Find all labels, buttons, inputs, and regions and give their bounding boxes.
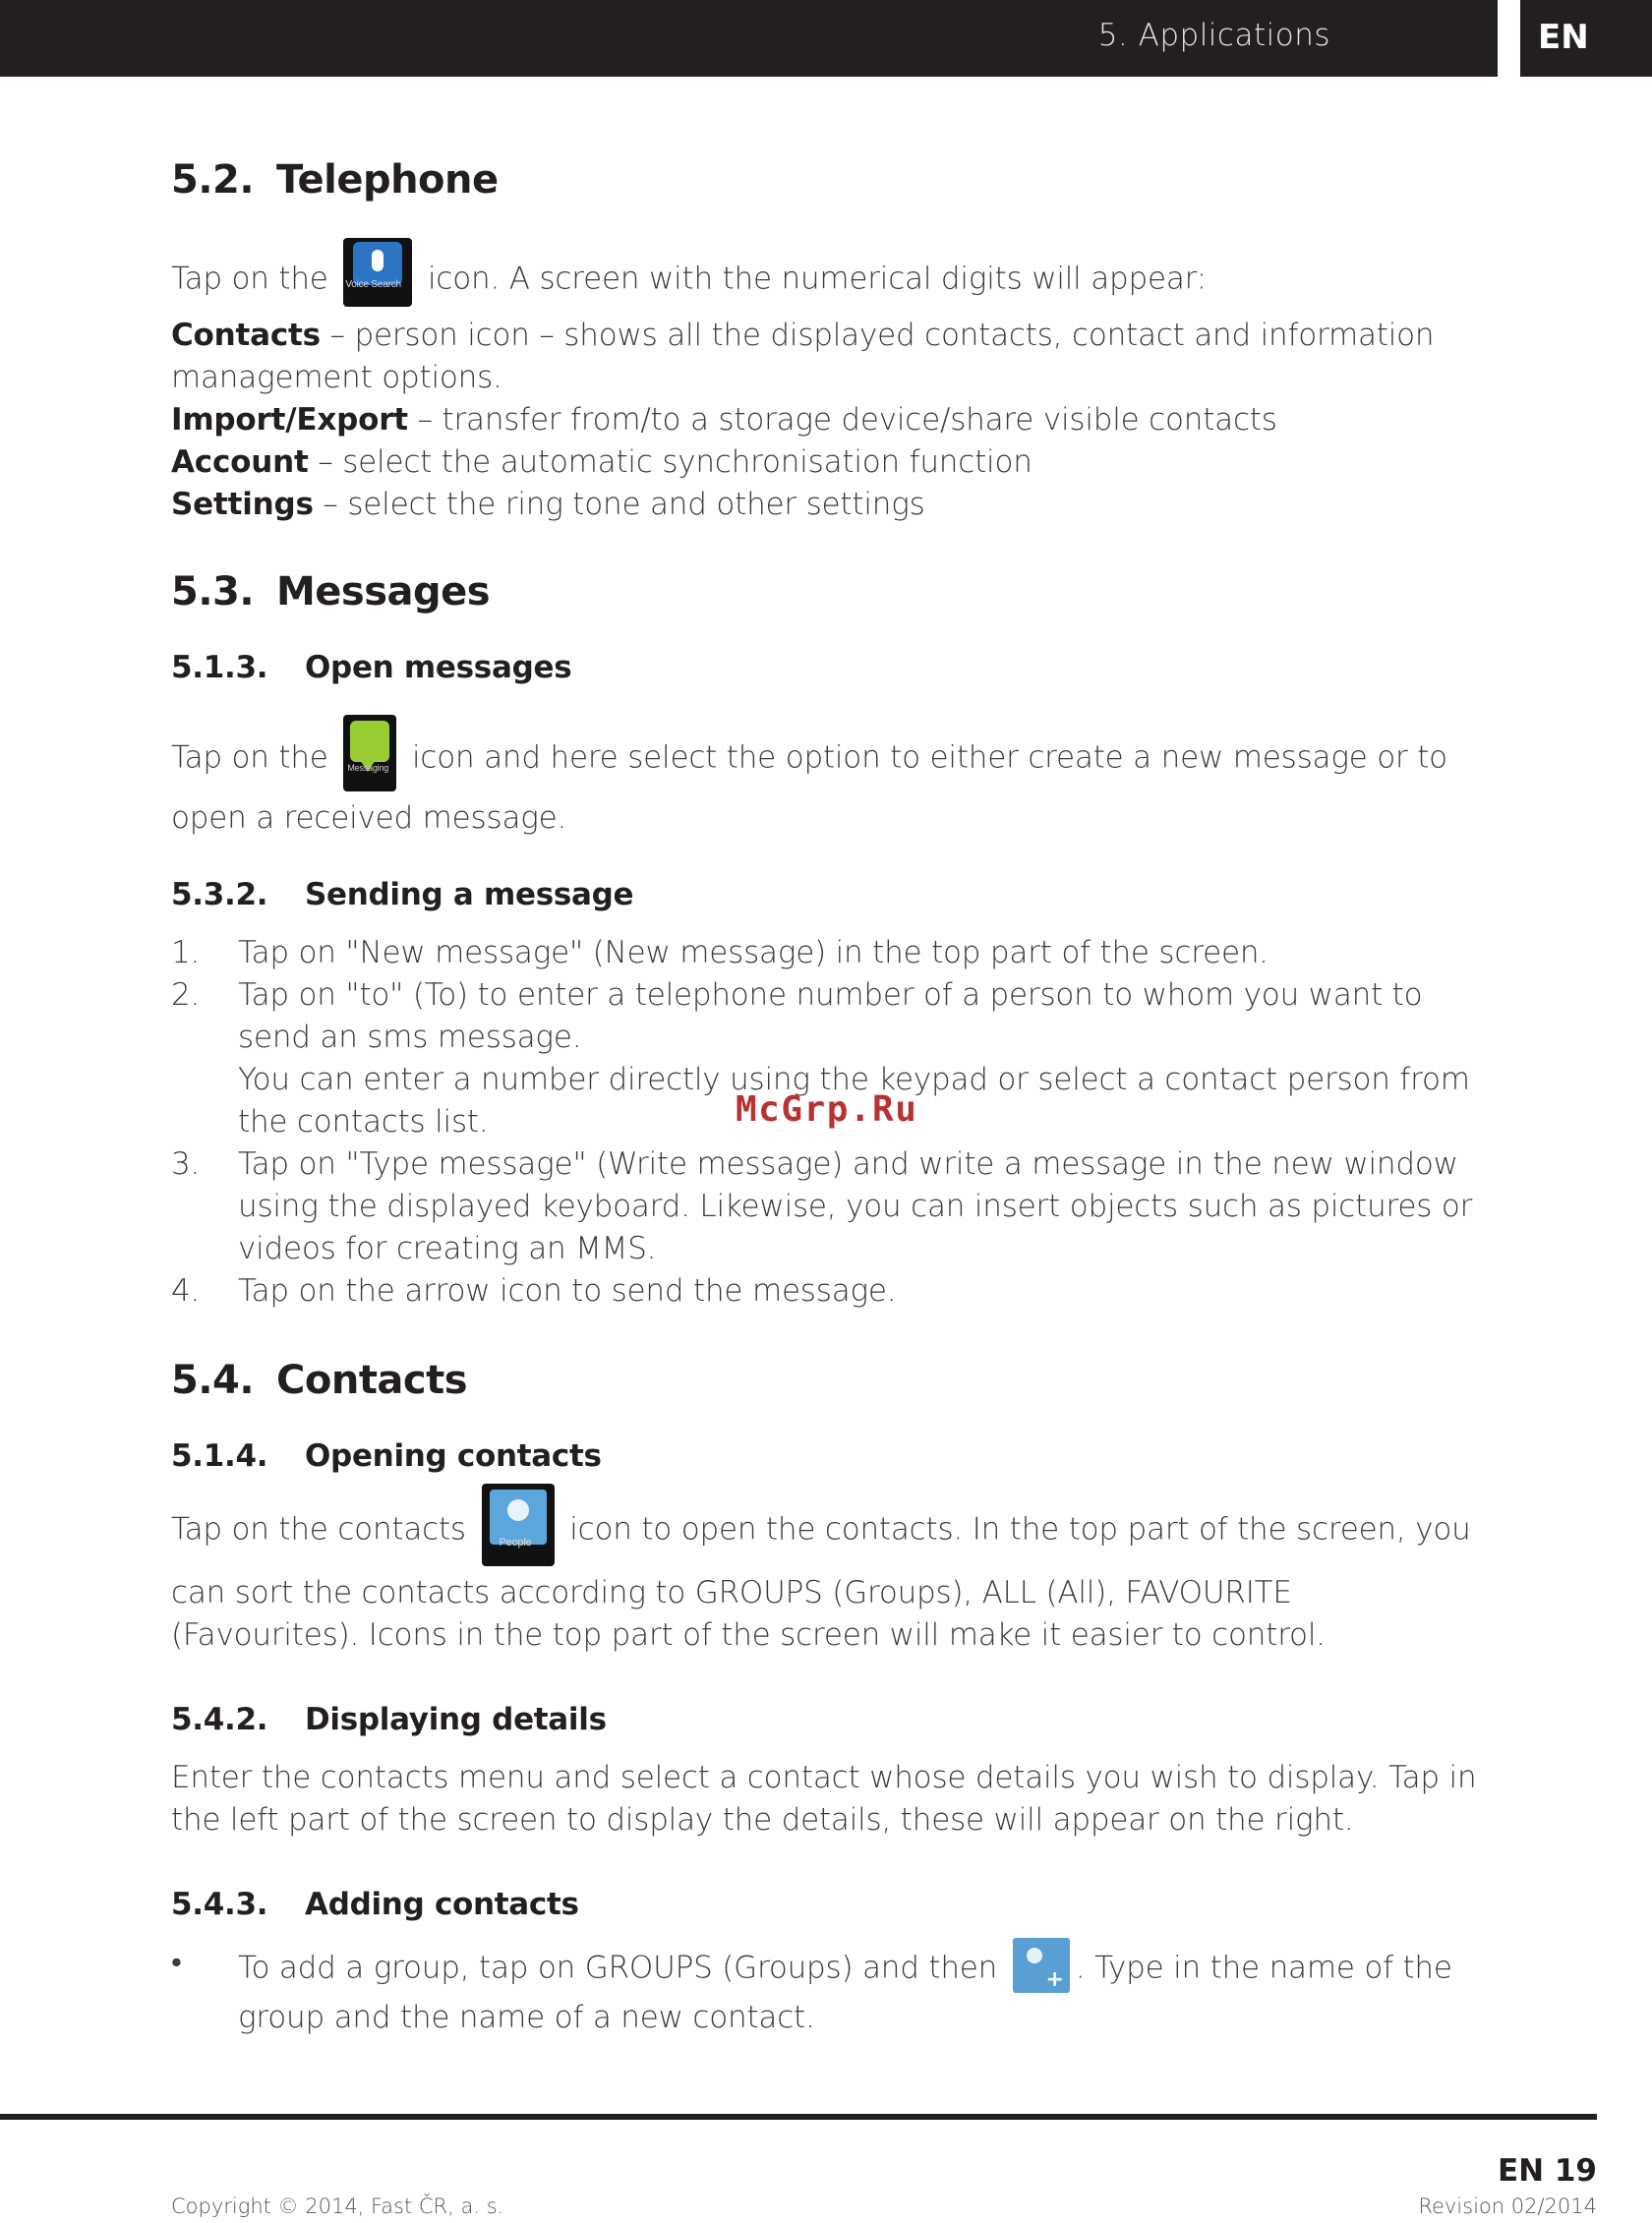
section-title: Messages (276, 569, 491, 614)
subsection-title: Displaying details (305, 1702, 607, 1737)
subsection-heading-displaying-details (171, 1702, 1489, 1737)
voice-search-icon (343, 238, 412, 307)
page-number: EN 19 (1497, 2153, 1597, 2189)
text: icon and here select the option to either create a new message or to open a received message. (171, 739, 1447, 836)
subsection-heading-adding-contacts (171, 1887, 1489, 1922)
term: Import/Export (171, 402, 408, 438)
subsection-number: 5.1.3. (171, 650, 268, 685)
desc: – transfer from/to a storage device/share visible contacts (407, 402, 1277, 438)
list-text (238, 1942, 1489, 2039)
subsection-heading-opening-contacts (171, 1438, 1489, 1474)
subsection-number: 5.4.2. (171, 1702, 268, 1737)
displaying-details-text: Enter the contacts menu and select a contact whose details you wish to display. Tap in the left part of the screen to display the details, these will appear on the right. (171, 1760, 1477, 1838)
section-number: 5.3. (171, 569, 255, 614)
term: Contacts (171, 318, 321, 353)
add-group-icon (1013, 1938, 1070, 1993)
revision: Revision 02/2014 (1418, 2194, 1597, 2218)
subsection-number: 5.1.4. (171, 1438, 268, 1474)
header-section-title: 5. Applications (1097, 18, 1330, 53)
section-number: 5.4. (171, 1358, 255, 1403)
list-item (171, 1143, 1489, 1270)
section-heading-messages (171, 569, 1489, 614)
text: You can enter a number directly using the keypad or select a contact person from the contacts list. (238, 1062, 1470, 1140)
subsection-heading-sending (171, 877, 1489, 912)
text: Tap on the contacts (171, 1511, 466, 1548)
telephone-item-import-export (171, 399, 1489, 441)
subsection-number: 5.3.2. (171, 877, 268, 912)
people-icon (482, 1484, 555, 1566)
telephone-item-settings (171, 484, 1489, 526)
desc: – person icon – shows all the displayed contacts, contact and information management options. (171, 318, 1435, 395)
list-item (171, 1270, 1489, 1313)
term: Account (171, 444, 309, 480)
subsection-title: Sending a message (305, 877, 634, 912)
text: Tap on "to" (To) to enter a telephone number of a person to whom you want to send an sms message. (238, 977, 1423, 1055)
section-number: 5.2. (171, 157, 255, 203)
list-text: Tap on "New message" (New message) in the top part of the screen. (238, 935, 1268, 970)
subsection-heading-open-messages (171, 650, 1489, 685)
language-badge: EN (1520, 0, 1652, 77)
telephone-intro (171, 246, 1489, 315)
watermark: McGrp.Ru (736, 1089, 918, 1130)
bullet: • (171, 1945, 182, 1980)
section-title: Contacts (276, 1358, 468, 1403)
intro-text: icon. A screen with the numerical digits will appear: (428, 261, 1207, 297)
list-marker: 2. (171, 977, 201, 1013)
list-marker: 1. (171, 935, 201, 970)
list-item (171, 1942, 1489, 2039)
opening-contacts-text (171, 1490, 1489, 1657)
icon-caption: Voice Search (345, 279, 401, 290)
icon-caption: Messaging (347, 763, 389, 773)
intro-text: Tap on the (171, 261, 328, 297)
open-messages-text (171, 721, 1489, 840)
section-heading-telephone (171, 157, 1489, 203)
subsection-number: 5.4.3. (171, 1887, 268, 1922)
copyright: Copyright © 2014, Fast ČR, a. s. (171, 2194, 504, 2218)
desc: – select the automatic synchronisation function (308, 444, 1032, 480)
desc: – select the ring tone and other settings (313, 487, 925, 522)
icon-caption: People (499, 1537, 532, 1549)
text: . Type in the name of the group and the name of a new contact. (238, 1950, 1452, 2035)
text: icon to open the contacts. In the top part of the screen, you can sort the contacts according to GROUPS (Groups), ALL (All), FAVOURITE (Favourites). Icons in the top part of the screen will make it easier to control. (171, 1511, 1471, 1653)
header-bar (0, 0, 1498, 77)
list-text: Tap on the arrow icon to send the message. (238, 1273, 897, 1309)
text: To add a group, tap on GROUPS (Groups) and then (238, 1950, 998, 1986)
section-title: Telephone (276, 157, 499, 203)
subsection-title: Open messages (305, 650, 572, 685)
subsection-title: Adding contacts (305, 1887, 579, 1922)
telephone-item-account (171, 441, 1489, 484)
telephone-item-contacts (171, 315, 1489, 399)
subsection-title: Opening contacts (305, 1438, 602, 1474)
list-marker: 4. (171, 1273, 201, 1309)
list-text: Tap on "Type message" (Write message) and write a message in the new window using the displayed keyboard. Likewise, you can insert objects such as pictures or videos for creating an MMS. (238, 1146, 1473, 1266)
section-heading-contacts (171, 1358, 1489, 1403)
footer-rule (0, 2114, 1597, 2120)
list-item (171, 932, 1489, 974)
adding-contacts-list (171, 1942, 1489, 2039)
messaging-icon (343, 715, 396, 791)
text: Tap on the (171, 739, 328, 776)
list-marker: 3. (171, 1146, 201, 1182)
term: Settings (171, 487, 314, 522)
